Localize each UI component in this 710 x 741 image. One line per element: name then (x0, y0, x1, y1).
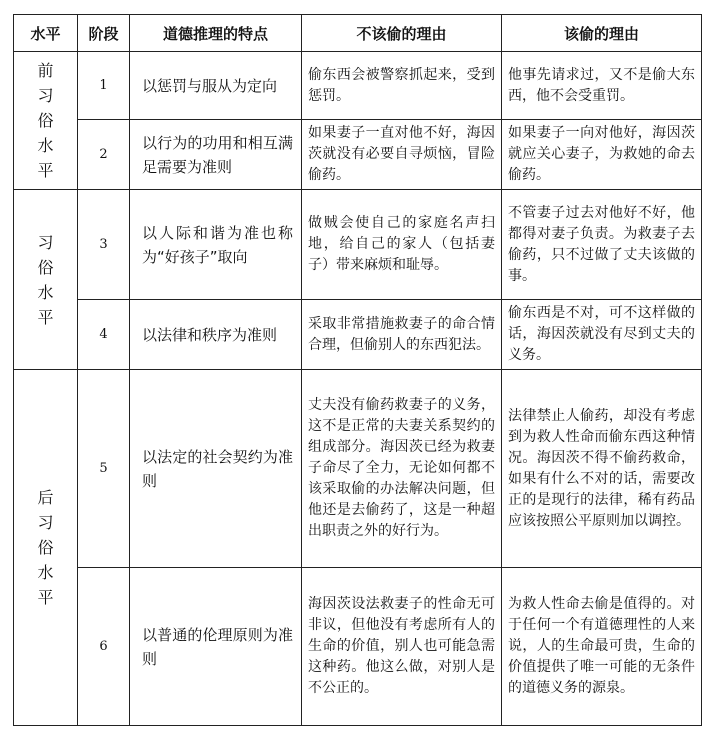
feature-cell: 以普通的伦理原则为准则 (130, 568, 302, 726)
table-row (14, 568, 702, 726)
steal-reason: 为救人性命去偷是值得的。对于任何一个有道德理性的人来说，人的生命最可贵，生命的价值提供了唯一可能的无条件的道德义务的源泉。 (502, 568, 702, 726)
stage-number: 1 (78, 52, 130, 120)
stage-number: 5 (78, 370, 130, 568)
not-steal-reason: 如果妻子一直对他不好，海因茨就没有必要自寻烦恼，冒险偷药。 (302, 120, 502, 190)
feature-cell: 以法定的社会契约为准则 (130, 370, 302, 568)
header-level: 水平 (14, 15, 78, 52)
not-steal-reason: 丈夫没有偷药救妻子的义务，这不是正常的夫妻关系契约的组成部分。海因茨已经为救妻子命尽了全力，无论如何都不该采取偷的办法解决问题，但他还是去偷药了，这是一种超出职责之外的好行为。 (302, 370, 502, 568)
table-row (14, 52, 702, 120)
steal-reason: 他事先请求过，又不是偷大东西，他不会受重罚。 (502, 52, 702, 120)
table-row (14, 370, 702, 568)
feature-cell: 以惩罚与服从为定向 (130, 52, 302, 120)
header-row (14, 15, 702, 52)
not-steal-reason: 海因茨设法救妻子的性命无可非议，但他没有考虑所有人的生命的价值，别人也可能急需这种药。他这么做，对别人是不公正的。 (302, 568, 502, 726)
stage-number: 6 (78, 568, 130, 726)
level-preconventional: 前 习 俗 水 平 (14, 52, 78, 190)
header-feature: 道德推理的特点 (130, 15, 302, 52)
not-steal-reason: 做贼会使自己的家庭名声扫地，给自己的家人（包括妻子）带来麻烦和耻辱。 (302, 190, 502, 300)
steal-reason: 偷东西是不对，可不这样做的话，海因茨就没有尽到丈夫的义务。 (502, 300, 702, 370)
stage-number: 4 (78, 300, 130, 370)
moral-reasoning-table (13, 14, 702, 726)
level-postconventional: 后 习 俗 水 平 (14, 370, 78, 726)
header-not-steal: 不该偷的理由 (302, 15, 502, 52)
header-steal: 该偷的理由 (502, 15, 702, 52)
stage-number: 3 (78, 190, 130, 300)
not-steal-reason: 偷东西会被警察抓起来，受到惩罚。 (302, 52, 502, 120)
feature-cell: 以人际和谐为准也称为“好孩子”取向 (130, 190, 302, 300)
level-conventional: 习 俗 水 平 (14, 190, 78, 370)
steal-reason: 不管妻子过去对他好不好，他都得对妻子负责。为救妻子去偷药，只不过做了丈夫该做的事。 (502, 190, 702, 300)
not-steal-reason: 采取非常措施救妻子的命合情合理，但偷别人的东西犯法。 (302, 300, 502, 370)
stage-number: 2 (78, 120, 130, 190)
table-row (14, 300, 702, 370)
header-stage: 阶段 (78, 15, 130, 52)
table-row (14, 190, 702, 300)
feature-cell: 以法律和秩序为准则 (130, 300, 302, 370)
table-row (14, 120, 702, 190)
steal-reason: 法律禁止人偷药，却没有考虑到为救人性命而偷东西这种情况。海因茨不得不偷药救命，如果有什么不对的话，需要改正的是现行的法律，稀有药品应该按照公平原则加以调控。 (502, 370, 702, 568)
steal-reason: 如果妻子一向对他好，海因茨就应关心妻子，为救她的命去偷药。 (502, 120, 702, 190)
feature-cell: 以行为的功用和相互满足需要为准则 (130, 120, 302, 190)
